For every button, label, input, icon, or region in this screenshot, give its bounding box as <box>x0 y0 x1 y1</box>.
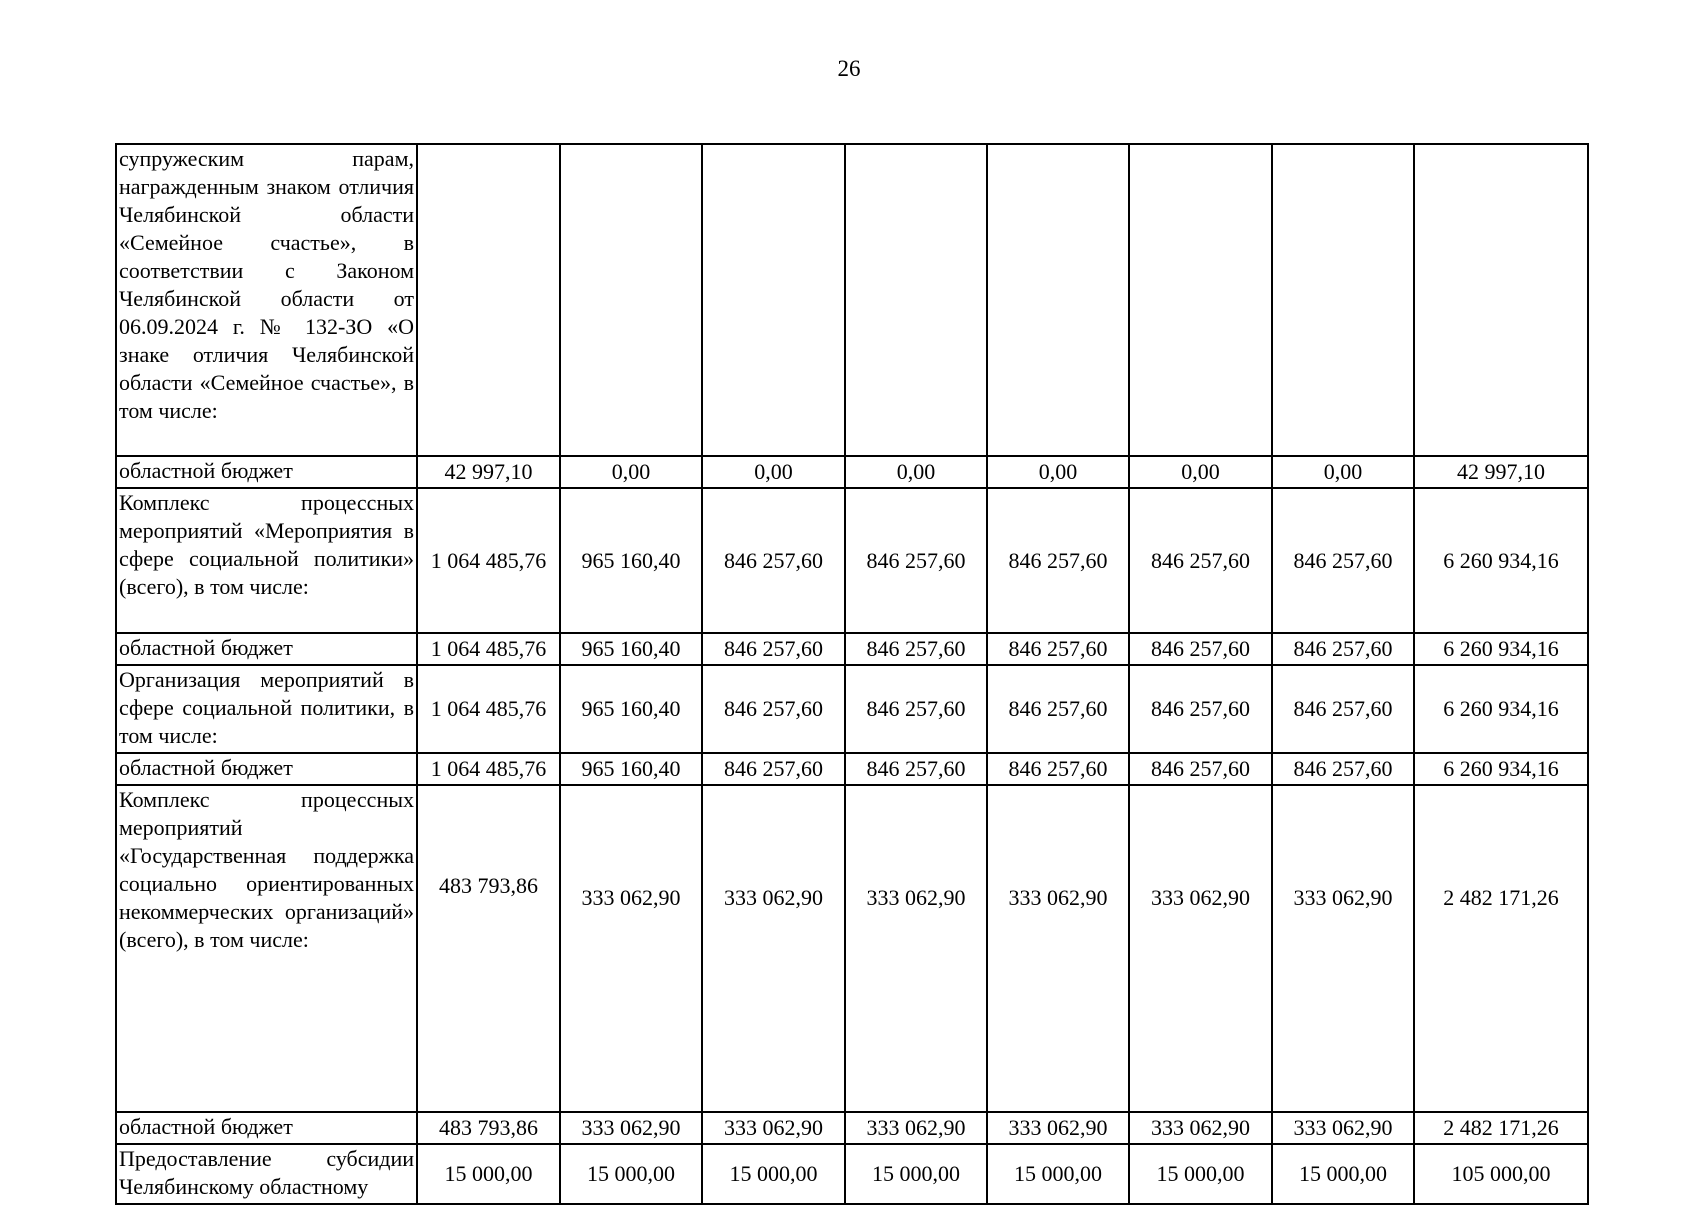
total-cell: 2 482 171,26 <box>1414 1112 1588 1144</box>
value-cell: 333 062,90 <box>1272 1112 1414 1144</box>
value-cell: 15 000,00 <box>417 1144 560 1204</box>
value-cell: 965 160,40 <box>560 753 702 785</box>
value-cell: 333 062,90 <box>845 1112 987 1144</box>
row-label: областной бюджет <box>116 753 417 785</box>
value-cell: 15 000,00 <box>1272 1144 1414 1204</box>
value-cell: 0,00 <box>845 456 987 488</box>
value-cell: 846 257,60 <box>845 665 987 753</box>
value-cell: 846 257,60 <box>702 633 845 665</box>
value-cell: 1 064 485,76 <box>417 665 560 753</box>
value-cell <box>560 144 702 456</box>
value-cell: 0,00 <box>560 456 702 488</box>
row-label: Комплекс процессных мероприятий «Мероприятия в сфере социальной политики» (всего), в том числе: <box>116 488 417 633</box>
value-cell: 846 257,60 <box>1272 665 1414 753</box>
row-label: Комплекс процессных мероприятий «Государственная поддержка социально ориентированных некоммерческих организаций» (всего), в том числе: <box>116 785 417 1112</box>
value-cell: 1 064 485,76 <box>417 488 560 633</box>
budget-table <box>115 143 1589 1205</box>
table-row <box>116 456 1588 488</box>
row-label: Предоставление субсидии Челябинскому областному <box>116 1144 417 1204</box>
table-row <box>116 785 1588 1112</box>
row-label: областной бюджет <box>116 1112 417 1144</box>
value-cell: 846 257,60 <box>845 488 987 633</box>
value-cell: 846 257,60 <box>987 665 1129 753</box>
value-cell: 333 062,90 <box>702 1112 845 1144</box>
value-cell: 846 257,60 <box>702 488 845 633</box>
value-cell <box>1272 144 1414 456</box>
total-cell: 6 260 934,16 <box>1414 665 1588 753</box>
value-cell: 0,00 <box>987 456 1129 488</box>
value-cell: 846 257,60 <box>702 753 845 785</box>
value-cell: 333 062,90 <box>987 1112 1129 1144</box>
value-cell <box>987 144 1129 456</box>
value-cell: 965 160,40 <box>560 633 702 665</box>
table-row <box>116 753 1588 785</box>
value-cell: 1 064 485,76 <box>417 633 560 665</box>
value-cell: 965 160,40 <box>560 665 702 753</box>
value-cell <box>1129 144 1272 456</box>
value-cell <box>845 144 987 456</box>
table-row <box>116 488 1588 633</box>
value-cell: 846 257,60 <box>1129 633 1272 665</box>
value-cell: 846 257,60 <box>845 633 987 665</box>
value-cell: 15 000,00 <box>987 1144 1129 1204</box>
value-cell: 1 064 485,76 <box>417 753 560 785</box>
page-number: 26 <box>837 56 861 81</box>
value-cell: 333 062,90 <box>1272 785 1414 1112</box>
value-cell: 333 062,90 <box>845 785 987 1112</box>
total-cell: 6 260 934,16 <box>1414 633 1588 665</box>
table-row <box>116 1144 1588 1204</box>
value-cell: 846 257,60 <box>987 488 1129 633</box>
value-cell <box>417 144 560 456</box>
value-cell: 333 062,90 <box>987 785 1129 1112</box>
value-cell: 846 257,60 <box>987 633 1129 665</box>
value-cell: 965 160,40 <box>560 488 702 633</box>
value-cell: 483 793,86 <box>417 785 560 1112</box>
value-cell: 333 062,90 <box>1129 785 1272 1112</box>
total-cell: 2 482 171,26 <box>1414 785 1588 1112</box>
value-cell <box>702 144 845 456</box>
value-cell: 15 000,00 <box>702 1144 845 1204</box>
total-cell <box>1414 144 1588 456</box>
table-row <box>116 665 1588 753</box>
total-cell: 105 000,00 <box>1414 1144 1588 1204</box>
value-cell: 15 000,00 <box>1129 1144 1272 1204</box>
value-cell: 846 257,60 <box>1129 753 1272 785</box>
value-cell: 846 257,60 <box>1272 633 1414 665</box>
value-cell: 333 062,90 <box>560 1112 702 1144</box>
value-cell: 846 257,60 <box>1129 488 1272 633</box>
value-cell: 483 793,86 <box>417 1112 560 1144</box>
value-cell: 846 257,60 <box>987 753 1129 785</box>
value-cell: 0,00 <box>1129 456 1272 488</box>
value-cell: 0,00 <box>702 456 845 488</box>
row-label: Организация мероприятий в сфере социальной политики, в том числе: <box>116 665 417 753</box>
row-label: супружеским парам, награжденным знаком отличия Челябинской области «Семейное счастье», в соответствии с Законом Челябинской области от 06.09.2024 г. № 132-ЗО «О знаке отличия Челябинской области «Семейное счастье», в том числе: <box>116 144 417 456</box>
value-cell: 846 257,60 <box>702 665 845 753</box>
value-cell: 846 257,60 <box>1272 753 1414 785</box>
value-cell: 333 062,90 <box>1129 1112 1272 1144</box>
value-cell: 15 000,00 <box>845 1144 987 1204</box>
value-cell: 42 997,10 <box>417 456 560 488</box>
table-row <box>116 633 1588 665</box>
value-cell: 846 257,60 <box>1272 488 1414 633</box>
value-cell: 333 062,90 <box>560 785 702 1112</box>
row-label: областной бюджет <box>116 456 417 488</box>
value-cell: 0,00 <box>1272 456 1414 488</box>
value-cell: 15 000,00 <box>560 1144 702 1204</box>
row-label: областной бюджет <box>116 633 417 665</box>
total-cell: 6 260 934,16 <box>1414 753 1588 785</box>
table-row <box>116 1112 1588 1144</box>
value-cell: 846 257,60 <box>1129 665 1272 753</box>
table-row <box>116 144 1588 456</box>
total-cell: 42 997,10 <box>1414 456 1588 488</box>
value-cell: 333 062,90 <box>702 785 845 1112</box>
total-cell: 6 260 934,16 <box>1414 488 1588 633</box>
value-cell: 846 257,60 <box>845 753 987 785</box>
